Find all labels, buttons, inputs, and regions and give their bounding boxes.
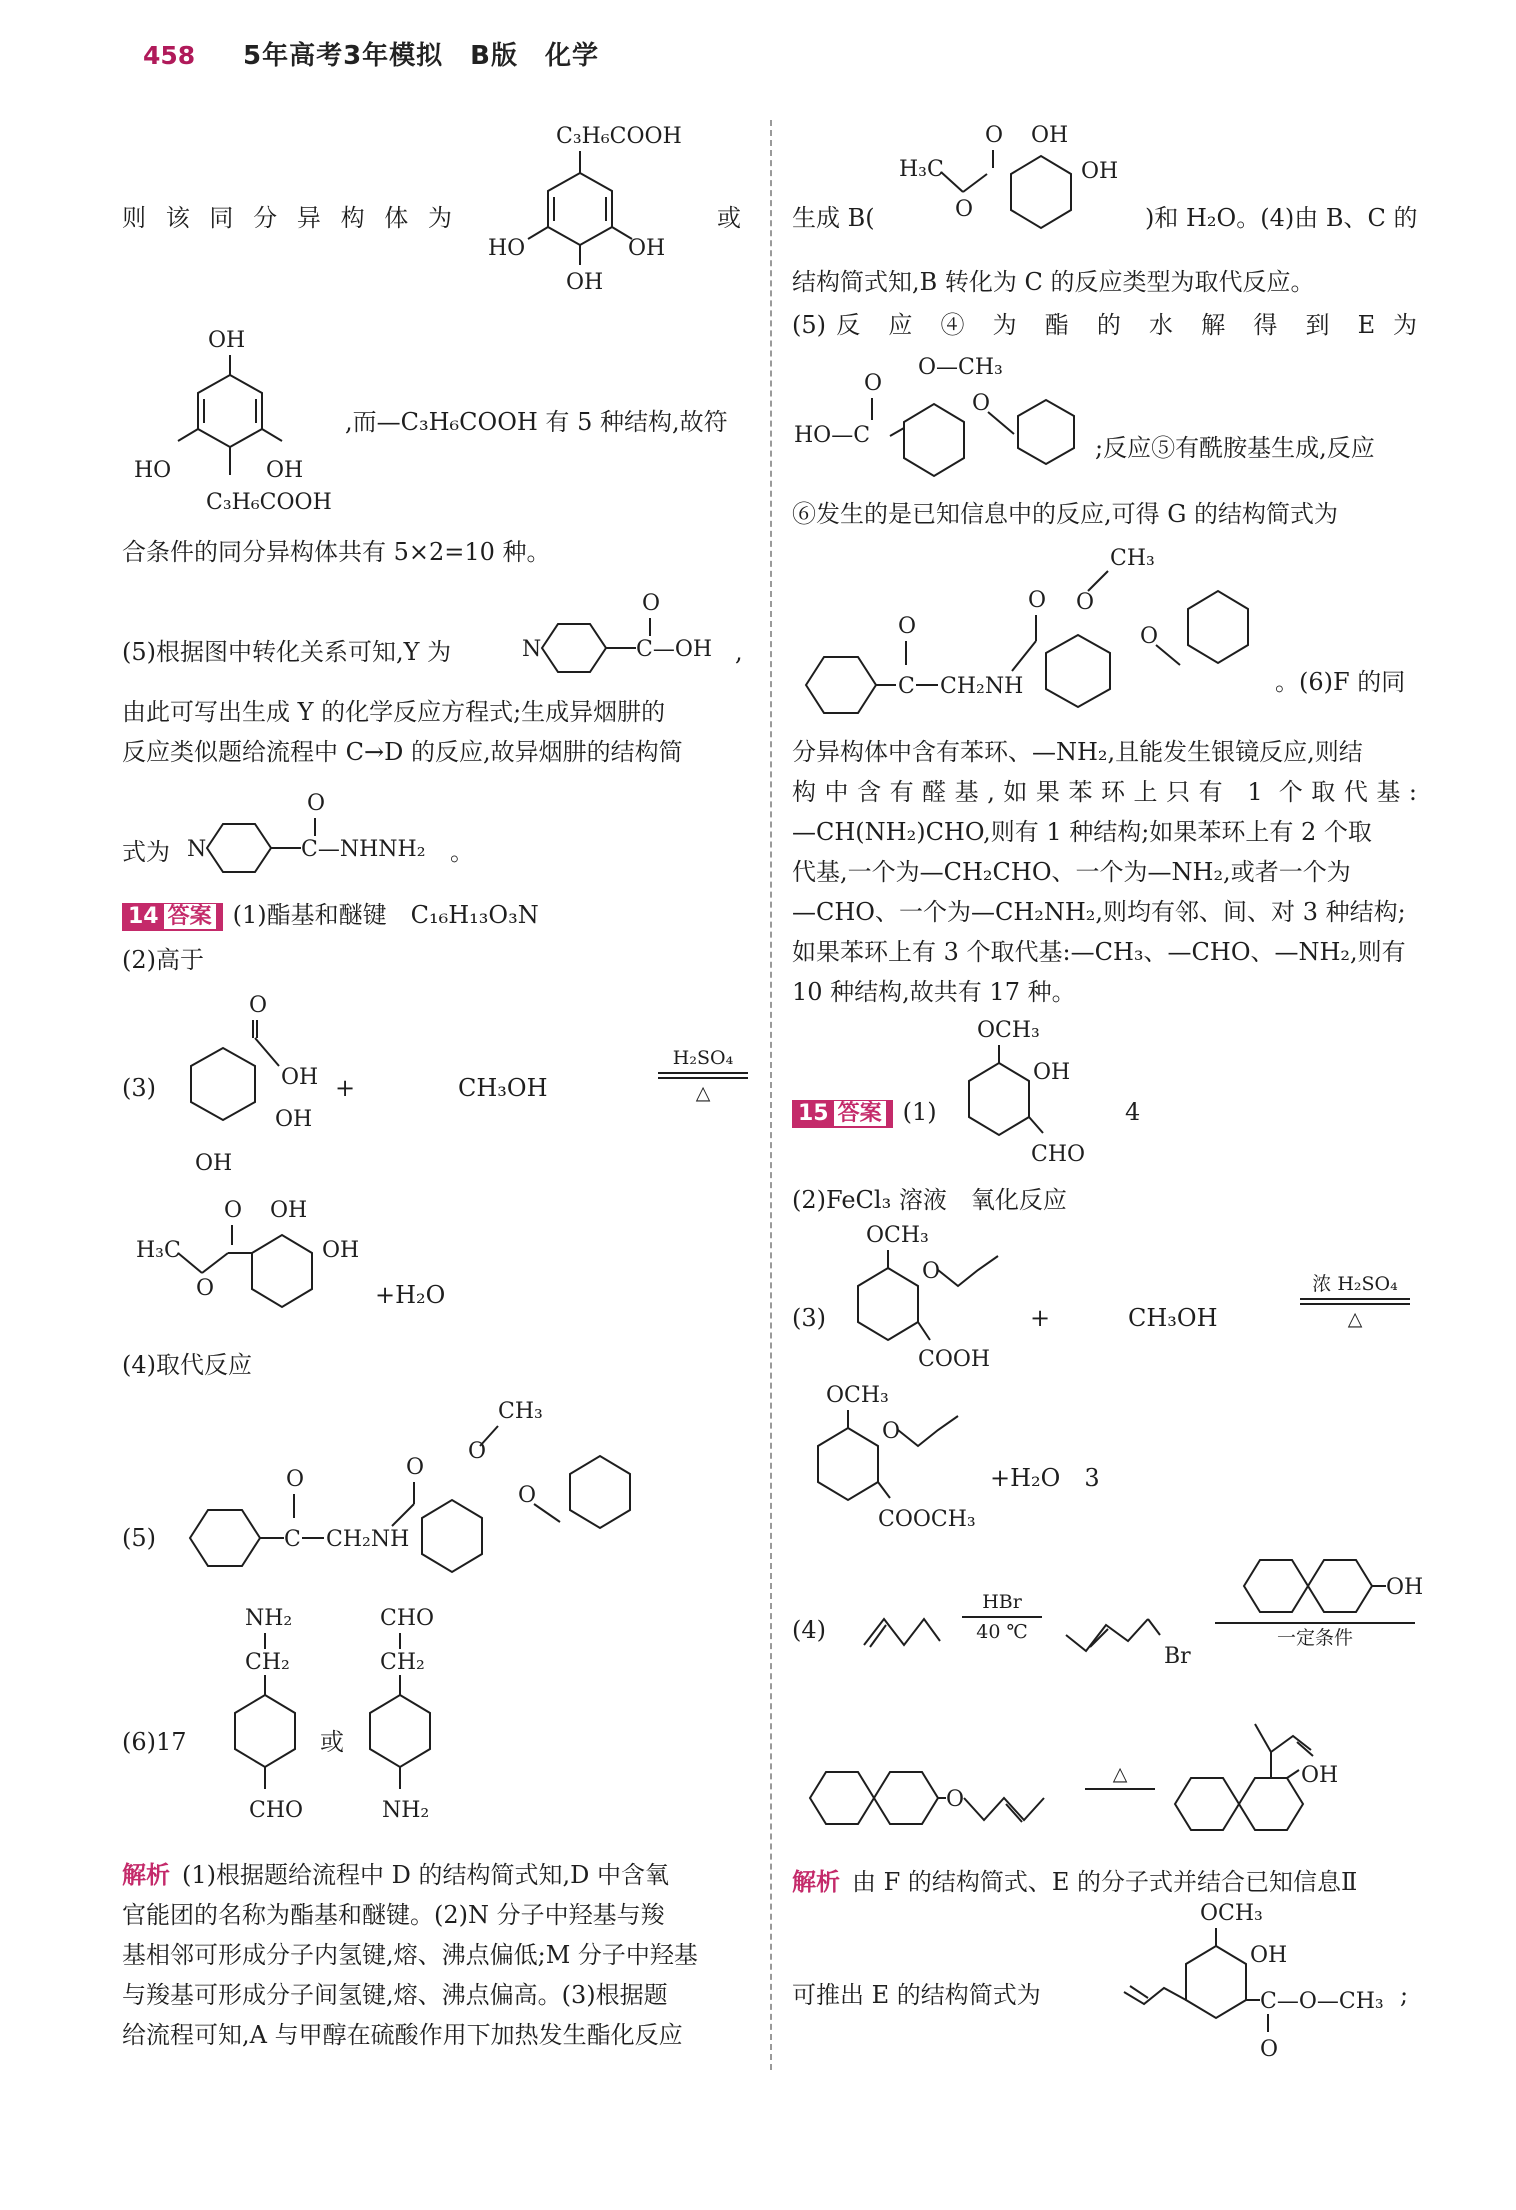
text-line: ⑥发生的是已知信息中的反应,可得 G 的结构简式为 <box>792 500 1339 528</box>
text-line: (3) <box>122 1074 156 1102</box>
structure-trihydroxy-top <box>470 115 700 315</box>
structure-dihydroxybenzoic-acid <box>175 990 355 1180</box>
text-line: 或 <box>717 204 741 232</box>
text-line: 10 种结构,故共有 17 种。 <box>792 978 1076 1006</box>
text-line: 分异构体中含有苯环、—NH₂,且能发生银镜反应,则结 <box>792 738 1363 766</box>
text-line: 与羧基可形成分子间氢键,熔、沸点偏高。(3)根据题 <box>122 1981 668 2009</box>
chem-label: O <box>249 993 268 1018</box>
chem-label: COOH <box>918 1347 991 1372</box>
chem-label: OCH₃ <box>977 1018 1040 1043</box>
chem-label: COOCH₃ <box>878 1507 976 1532</box>
reaction-cond: △ <box>1085 1762 1155 1792</box>
chem-label: OCH₃ <box>1200 1901 1263 1926</box>
text-line: (4)取代反应 <box>122 1351 252 1379</box>
structure-claisen-product <box>1165 1700 1405 1850</box>
chem-label: H₃C <box>899 157 944 182</box>
analysis-badge: 解析 <box>122 1861 170 1889</box>
answer-badge: 14 答案 <box>122 903 223 931</box>
chem-label: C₃H₆COOH <box>556 124 682 149</box>
chem-label: CHO <box>249 1798 304 1823</box>
analysis-line: 解析 由 F 的结构简式、E 的分子式并结合已知信息Ⅱ <box>792 1868 1358 1896</box>
text-line: CH₃OH <box>458 1074 548 1102</box>
chem-label: CH₃ <box>498 1399 543 1424</box>
structure-aminomethyl-benzaldehyde <box>225 1595 335 1875</box>
chem-label: OH <box>270 1198 308 1223</box>
chem-label: Br <box>1164 1644 1191 1669</box>
chem-label: N <box>522 637 542 662</box>
chem-label: OH <box>1033 1060 1071 1085</box>
chem-label: HO <box>488 236 526 261</box>
chem-label: CH₂NH <box>940 674 1024 699</box>
structure-b <box>895 120 1145 240</box>
text-line: (3) <box>792 1304 826 1332</box>
chem-label: O <box>468 1439 487 1464</box>
text-line: 。(6)F 的同 <box>1275 668 1406 696</box>
chem-label: OH <box>1250 1943 1288 1968</box>
structure-aminophenyl-acetaldehyde <box>360 1595 470 1875</box>
chem-label: OH <box>322 1238 360 1263</box>
text-line: 官能团的名称为酯基和醚键。(2)N 分子中羟基与羧 <box>122 1901 665 1929</box>
chem-label: NH₂ <box>382 1798 430 1823</box>
text-line: 式为 <box>122 838 170 866</box>
chem-label: HO <box>134 458 172 483</box>
chem-label: CHO <box>380 1606 435 1631</box>
chem-label: OCH₃ <box>826 1383 889 1408</box>
chem-label: C <box>284 1527 301 1552</box>
structure-a15-3-product <box>800 1380 1000 1540</box>
reaction-cond: HBr 40 ℃ <box>962 1590 1042 1644</box>
text-line: + <box>335 1074 356 1102</box>
chem-label: OH <box>1081 159 1119 184</box>
structure-a15-3-reactant <box>840 1220 1030 1390</box>
chem-label: O <box>864 371 883 396</box>
chem-label: C₃H₆COOH <box>206 490 332 515</box>
text-line: 4 <box>1125 1098 1141 1126</box>
chem-label: OH <box>1031 123 1069 148</box>
text-line: 合条件的同分异构体共有 5×2=10 种。 <box>122 538 551 566</box>
text-line: 可推出 E 的结构简式为 <box>792 1981 1041 2009</box>
chem-label: O <box>224 1198 243 1223</box>
text-line: 。 <box>450 838 474 866</box>
chem-label: CH₂ <box>245 1650 290 1675</box>
text-line: 给流程可知,A 与甲醇在硫酸作用下加热发生酯化反应 <box>122 2021 683 2049</box>
text-line: 基相邻可形成分子内氢键,熔、沸点偏低;M 分子中羟基 <box>122 1941 698 1969</box>
text-line: +H₂O 3 <box>990 1464 1100 1492</box>
structure-naphthyl-ether <box>800 1740 1050 1850</box>
chem-label: OH <box>195 1151 233 1176</box>
chem-label: OH <box>1386 1575 1424 1600</box>
page-header <box>0 0 1516 100</box>
structure-methyl-ester <box>132 1195 392 1335</box>
text-line: 构中含有醛基,如果苯环上只有 1 个取代基: <box>792 778 1417 806</box>
text-line: (2)高于 <box>122 946 204 974</box>
text-line: 代基,一个为—CH₂CHO、一个为—NH₂,或者一个为 <box>792 858 1351 886</box>
text-line: +H₂O <box>375 1281 446 1309</box>
text-line: CH₃OH <box>1128 1304 1218 1332</box>
analysis-badge: 解析 <box>792 1868 840 1896</box>
chem-label: N <box>187 837 207 862</box>
structure-g <box>180 1390 660 1580</box>
chem-label: CH₃ <box>1110 546 1155 571</box>
chem-label: OH <box>208 328 246 353</box>
text-line: (5)反 应 ④ 为 酯 的 水 解 得 到 E 为 <box>792 311 1417 339</box>
chem-label: OCH₃ <box>866 1223 929 1248</box>
chem-label: OH <box>266 458 304 483</box>
structure-isoniazid <box>185 780 475 880</box>
text-line: 反应类似题给流程中 C→D 的反应,故异烟肼的结构简 <box>122 738 683 766</box>
reaction-cond: H₂SO₄ △ <box>658 1046 748 1105</box>
answer-15-line1: 15 答案 (1) <box>792 1092 937 1132</box>
chem-label: O <box>286 1467 305 1492</box>
chem-label: C—OH <box>636 637 713 662</box>
chem-label: O <box>1140 624 1159 649</box>
text-line: + <box>1030 1304 1051 1332</box>
chem-label: O <box>946 1787 965 1812</box>
chem-label: O <box>922 1259 941 1284</box>
chem-label: CH₂NH <box>326 1527 410 1552</box>
text-line: )和 H₂O。(4)由 B、C 的 <box>1145 204 1418 232</box>
chem-label: C—O—CH₃ <box>1260 1989 1384 2014</box>
structure-e-acid <box>792 350 1092 480</box>
analysis-line: 解析 (1)根据题给流程中 D 的结构简式知,D 中含氧 <box>122 1861 669 1889</box>
chem-label: OH <box>566 270 604 295</box>
chem-label: O <box>1076 590 1095 615</box>
answer-badge: 15 答案 <box>792 1100 893 1128</box>
text-line: —CHO、一个为—CH₂NH₂,则均有邻、间、对 3 种结构; <box>792 898 1406 926</box>
chem-label: H₃C <box>136 1238 181 1263</box>
text-line: 结构简式知,B 转化为 C 的反应类型为取代反应。 <box>792 268 1315 296</box>
chem-label: O <box>642 591 661 616</box>
page-number: 458 <box>143 41 196 70</box>
structure-isonicotinic-acid <box>520 580 750 680</box>
text-line: ;反应⑤有酰胺基生成,反应 <box>1095 434 1375 462</box>
chem-label: O <box>307 791 326 816</box>
chem-label: OH <box>1301 1763 1339 1788</box>
chem-label: OH <box>628 236 666 261</box>
chem-label: OH <box>281 1065 319 1090</box>
text-line: 生成 B( <box>792 204 875 232</box>
structure-2-naphthol <box>1230 1540 1424 1630</box>
chem-label: HO—C <box>794 423 871 448</box>
book-title: 5年高考3年模拟 B版 化学 <box>243 41 599 71</box>
chem-label: O <box>196 1276 215 1301</box>
text-line: ,而—C₃H₆COOH 有 5 种结构,故符 <box>345 408 728 436</box>
chem-label: O <box>955 197 974 222</box>
chem-label: O <box>882 1419 901 1444</box>
chem-label: NH₂ <box>245 1606 293 1631</box>
text-line: (2)FeCl₃ 溶液 氧化反应 <box>792 1186 1067 1214</box>
structure-g-right <box>792 535 1282 720</box>
chem-label: O <box>1260 2037 1279 2062</box>
structure-trihydroxy-bottom <box>122 325 352 525</box>
chem-label: CHO <box>1031 1142 1086 1167</box>
chem-label: O <box>1028 588 1047 613</box>
chem-label: C <box>898 674 915 699</box>
chem-label: O <box>972 391 991 416</box>
chem-label: O <box>406 1455 425 1480</box>
reaction-cond: 一定条件 <box>1215 1620 1415 1650</box>
chem-label: O <box>518 1483 537 1508</box>
structure-e-final <box>1100 1898 1410 2068</box>
text-line: (5) <box>122 1524 156 1552</box>
text-line: 或 <box>320 1728 344 1756</box>
chem-label: C—NHNH₂ <box>301 837 426 862</box>
text-line: 如果苯环上有 3 个取代基:—CH₃、—CHO、—NH₂,则有 <box>792 938 1406 966</box>
chem-label: O—CH₃ <box>918 355 1003 380</box>
chem-label: O <box>985 123 1004 148</box>
structure-crotyl-bromide <box>1060 1605 1190 1675</box>
text-line: (4) <box>792 1616 826 1644</box>
chem-label: OH <box>275 1107 313 1132</box>
reaction-cond: 浓 H₂SO₄ △ <box>1300 1272 1410 1331</box>
text-line: 由此可写出生成 Y 的化学反应方程式;生成异烟肼的 <box>122 698 666 726</box>
text-line: —CH(NH₂)CHO,则有 1 种结构;如果苯环上有 2 个取 <box>792 818 1372 846</box>
structure-a15-1 <box>955 1015 1105 1185</box>
chem-label: CH₂ <box>380 1650 425 1675</box>
chem-label: O <box>898 614 917 639</box>
structure-butadiene <box>858 1605 948 1655</box>
text-line: 则 该 同 分 异 构 体 为 <box>122 204 452 232</box>
column-divider <box>770 120 772 2070</box>
text-line: , <box>735 638 743 666</box>
text-line: (5)根据图中转化关系可知,Y 为 <box>122 638 452 666</box>
answer-14-line1: 14 答案 (1)酯基和醚键 C₁₆H₁₃O₃N <box>122 895 539 935</box>
text-line: ; <box>1400 1981 1409 2009</box>
text-line: (6)17 <box>122 1728 187 1756</box>
